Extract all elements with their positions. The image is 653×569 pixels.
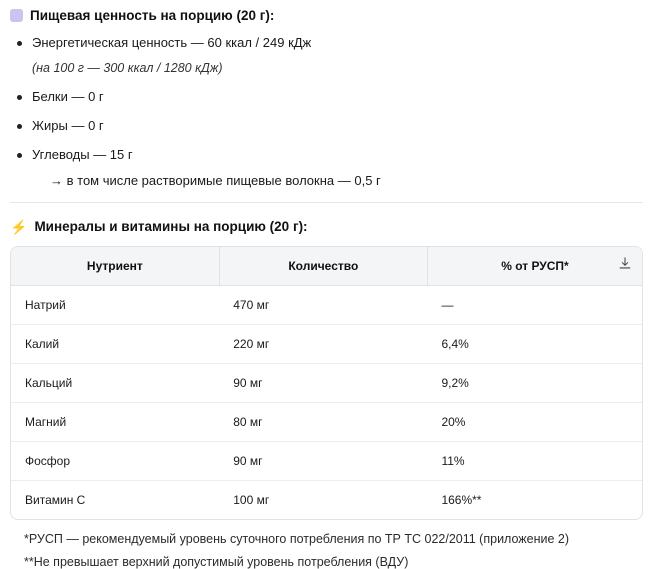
table-body [11, 286, 642, 520]
nutrition-section-title: Пищевая ценность на порцию (20 г): [30, 8, 275, 23]
purple-square-icon [10, 9, 23, 22]
cell-amount: 100 мг [233, 493, 270, 508]
download-icon[interactable] [618, 257, 632, 271]
minerals-section-title: Минералы и витамины на порцию (20 г): [34, 219, 308, 235]
cell-amount: 470 мг [219, 286, 427, 325]
list-item [10, 147, 643, 164]
table-row [11, 442, 642, 481]
cell-percent: 166%** [441, 493, 482, 508]
cell-percent: 20% [427, 403, 642, 442]
table-row [11, 286, 642, 325]
footnote-vdu: **Не превышает верхний допустимый уровень потребления (ВДУ) [24, 555, 409, 569]
list-item [10, 89, 643, 106]
table-row [11, 364, 642, 403]
cell-percent: — [427, 286, 642, 325]
table-header-row [11, 247, 642, 286]
nutrition-fat: Жиры — 0 г [32, 117, 104, 133]
table-row [11, 481, 642, 520]
cell-amount: 90 мг [219, 364, 427, 403]
table-header-nutrient: Нутриент [11, 247, 219, 286]
cell-nutrient: Фосфор [11, 442, 219, 481]
cell-nutrient: Витамин C [25, 493, 86, 508]
cell-percent: 11% [427, 442, 642, 481]
minerals-section [10, 219, 643, 569]
section-divider [10, 202, 643, 203]
nutrition-carbs: Углеводы — 15 г [32, 146, 133, 162]
cell-amount: 220 мг [219, 325, 427, 364]
minerals-table [11, 247, 642, 519]
cell-nutrient: Магний [11, 403, 219, 442]
bolt-icon: ⚡ [10, 218, 28, 235]
nutrition-protein: Белки — 0 г [32, 88, 104, 104]
footnotes [10, 532, 643, 569]
cell-amount: 90 мг [219, 442, 427, 481]
nutrition-energy: Энергетическая ценность — 60 ккал / 249 кДж [32, 35, 312, 50]
minerals-section-heading [10, 219, 643, 234]
list-item-note [10, 60, 643, 77]
nutrition-fiber-subitem: → в том числе растворимые пищевые волокна — 0,5 г [50, 173, 381, 189]
cell-nutrient: Натрий [11, 286, 219, 325]
minerals-table-wrapper [10, 246, 643, 520]
cell-percent: 9,2% [427, 364, 642, 403]
nutrition-energy-note: (на 100 г — 300 ккал / 1280 кДж) [32, 60, 223, 75]
nutrition-list [10, 35, 643, 163]
table-header-amount: Количество [219, 247, 427, 286]
list-item [10, 118, 643, 135]
footnote-rusp: *РУСП — рекомендуемый уровень суточного потребления по ТР ТС 022/2011 (приложение 2) [24, 532, 570, 547]
cell-amount: 80 мг [219, 403, 427, 442]
table-header-percent: % от РУСП* [427, 247, 642, 286]
table-header [11, 247, 642, 286]
table-row [11, 403, 642, 442]
cell-nutrient: Калий [11, 325, 219, 364]
list-item [10, 35, 643, 52]
cell-nutrient: Кальций [11, 364, 219, 403]
nutrition-section-heading [10, 8, 643, 23]
table-row [11, 325, 642, 364]
cell-percent: 6,4% [427, 325, 642, 364]
